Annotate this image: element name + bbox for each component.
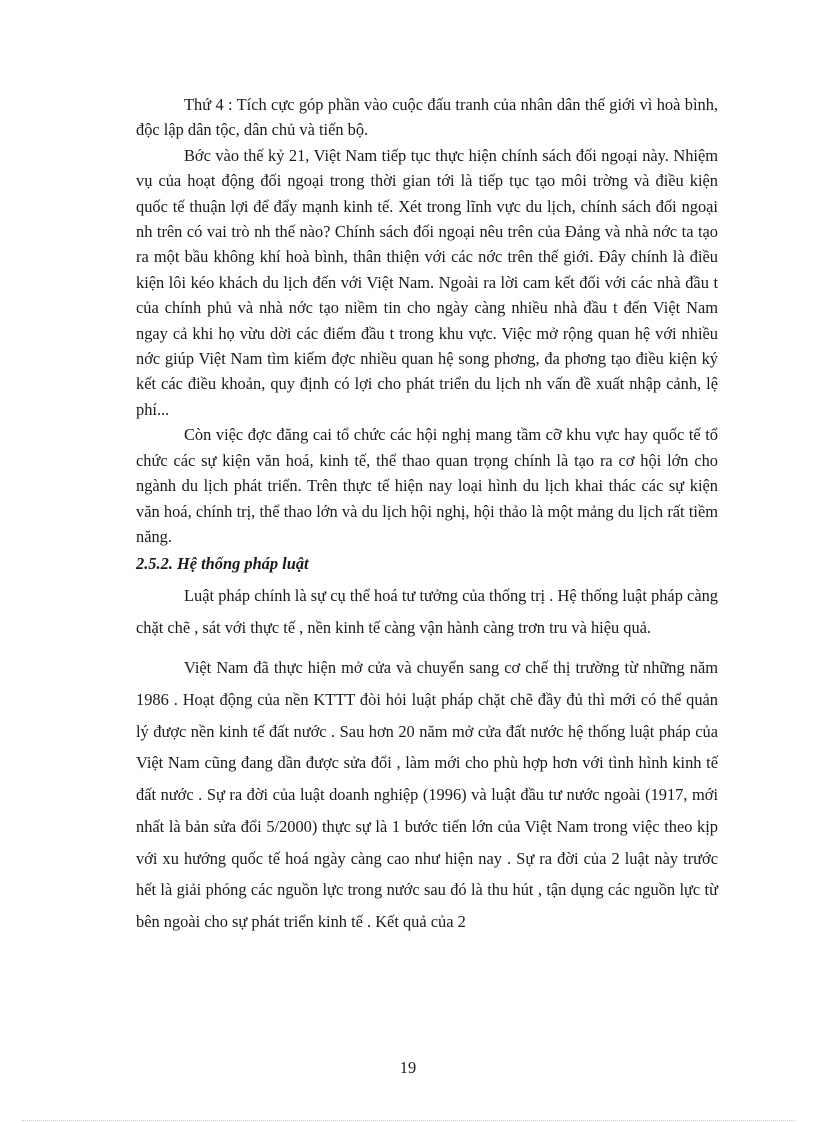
body-text-bottom xyxy=(136,580,718,938)
paragraph: Việt Nam đã thực hiện mở cửa và chuyển sang cơ chế thị trường từ những năm 1986 . Hoạt động của nền KTTT đòi hỏi luật pháp chặt chẽ đầy đủ thì mới có thể quản lý được nền kinh tế đất nước . Sau hơn 20 năm mở cửa đất nước hệ thống luật pháp của Việt Nam cũng đang dần được sửa đổi , làm mới cho phù hợp hơn với tình hình kinh tế đất nước . Sự ra đời của luật doanh nghiệp (1996) và luật đầu tư nước ngoài (1917, mới nhất là bản sửa đổi 5/2000) thực sự là 1 bước tiến lớn của Việt Nam trong việc theo kịp với xu hướng quốc tế hoá ngày càng cao như hiện nay . Sự ra đời của 2 luật này trước hết là giải phóng các nguồn lực trong nước sau đó là thu hút , tận dụng các nguồn lực từ bên ngoài cho sự phát triển kinh tế . Kết quả của 2 xyxy=(136,657,718,932)
paragraph: Luật pháp chính là sự cụ thể hoá tư tưởng của thống trị . Hệ thống luật pháp càng chặt chẽ , sát với thực tế , nền kinh tế càng vận hành càng trơn tru và hiệu quả. xyxy=(136,586,718,638)
paragraph: Bớc vào thế kỷ 21, Việt Nam tiếp tục thực hiện chính sách đối ngoại này. Nhiệm vụ của hoạt động đối ngoại trong thời gian tới là tiếp tục tạo môi trờng và điều kiện quốc tế thuận lợi để đẩy mạnh kinh tế. Xét trong lĩnh vực du lịch, chính sách đối ngoại nh trên có vai trò nh thế nào? Chính sách đối ngoại nêu trên của Đảng và nhà nớc ta tạo ra một bầu không khí hoà bình, thân thiện với các nớc trên thế giới. Đây chính là điều kiện lôi kéo khách du lịch đến với Việt Nam. Ngoài ra lời cam kết đối với các nhà đầu t của chính phủ và nhà nớc tạo niềm tin cho ngày càng nhiều nhà đầu t đến Việt Nam ngay cả khi họ vừu dời các điểm đầu t trong khu vực. Việc mở rộng quan hệ với nhiều nớc giúp Việt Nam tìm kiếm đợc nhiều quan hệ song phơng, đa phơng tạo điều kiện ký kết các điều khoản, quy định có lợi cho phát triển du lịch nh vấn đề xuất nhập cảnh, lệ phí... xyxy=(136,145,718,419)
page-number: 19 xyxy=(399,1058,417,1077)
page-bottom-divider xyxy=(22,1120,794,1121)
section-heading: 2.5.2. Hệ thống pháp luật xyxy=(136,554,309,574)
document-page xyxy=(136,92,718,946)
paragraph: Thứ 4 : Tích cực góp phần vào cuộc đấu tranh của nhân dân thế giới vì hoà bình, độc lập dân tộc, dân chủ và tiến bộ. xyxy=(136,95,718,140)
body-text-top xyxy=(136,92,718,549)
paragraph: Còn việc đợc đăng cai tổ chức các hội nghị mang tầm cỡ khu vực hay quốc tế tổ chức các sự kiện văn hoá, kinh tế, thể thao quan trọng chính là tạo ra cơ hội lớn cho ngành du lịch phát triển. Trên thực tế hiện nay loại hình du lịch khai thác các sự kiện văn hoá, chính trị, thể thao lớn và du lịch hội nghị, hội thảo là một mảng du lịch rất tiềm năng. xyxy=(136,425,718,546)
